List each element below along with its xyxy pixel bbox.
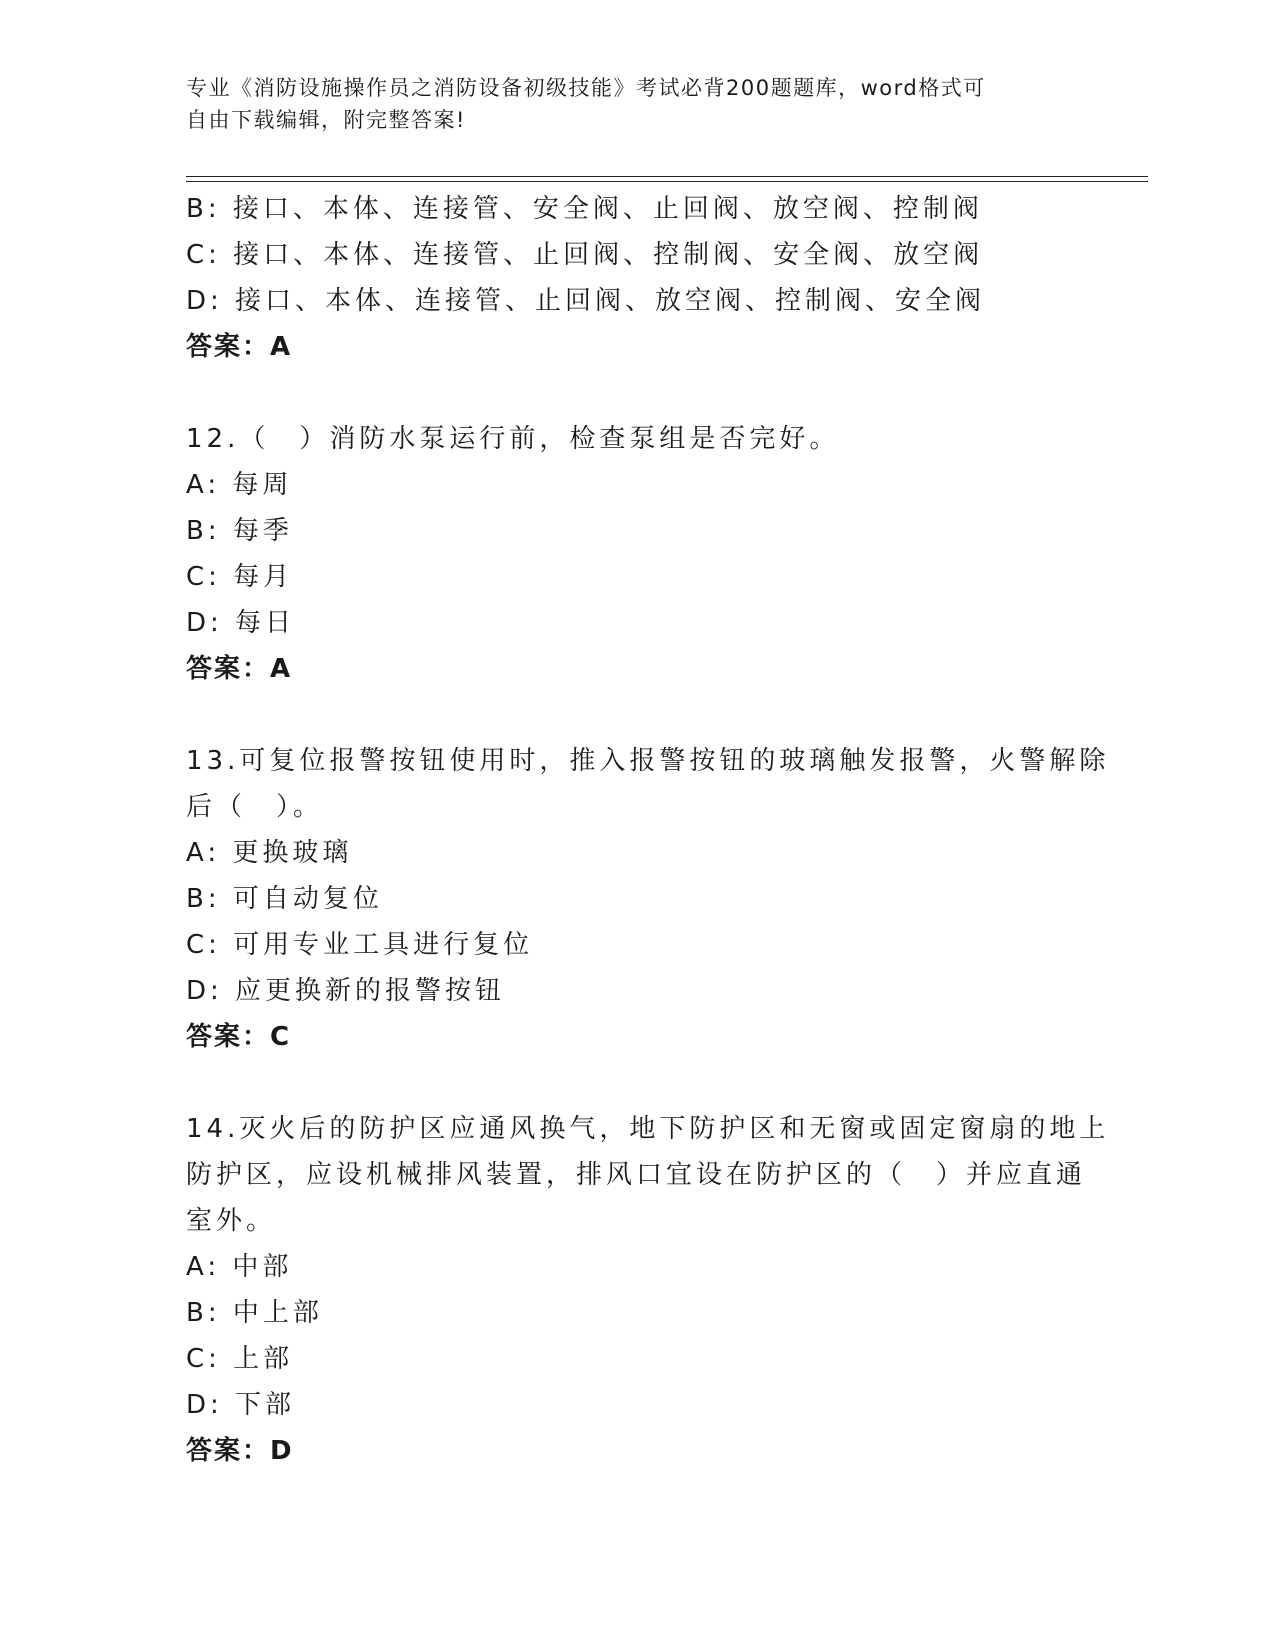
option-d: D: 接口、本体、连接管、止回阀、放空阀、控制阀、安全阀 [186, 286, 986, 316]
answer: 答案：A [186, 654, 293, 684]
option-c: C: 上部 [186, 1344, 294, 1374]
question-text-line-2: 后（ ）。 [186, 792, 324, 822]
question-11 [186, 186, 1086, 370]
option-c: C: 接口、本体、连接管、止回阀、控制阀、安全阀、放空阀 [186, 240, 984, 270]
question-list [186, 186, 1110, 1474]
question-text-line-2: 防护区，应设机械排风装置，排风口宜设在防护区的（ ）并应直通 [186, 1160, 1087, 1190]
header-title-line-1: 专业《消防设施操作员之消防设备初级技能》考试必背200题题库，word格式可 [186, 76, 986, 100]
spacer [186, 1060, 1086, 1106]
answer: 答案：C [186, 1022, 292, 1052]
question-14 [186, 1106, 1110, 1474]
question-text: 12.（ ）消防水泵运行前，检查泵组是否完好。 [186, 424, 840, 454]
answer: 答案：A [186, 332, 293, 362]
header-title-line-2: 自由下载编辑，附完整答案! [186, 108, 466, 132]
option-a: A: 每周 [186, 470, 293, 500]
header-rule-bottom [186, 181, 1148, 182]
spacer [186, 692, 1086, 738]
option-b: B: 每季 [186, 516, 293, 546]
question-12 [186, 416, 1086, 692]
option-a: A: 中部 [186, 1252, 293, 1282]
option-b: B: 中上部 [186, 1298, 323, 1328]
answer: 答案：D [186, 1436, 294, 1466]
option-b: B: 可自动复位 [186, 884, 383, 914]
question-13 [186, 738, 1110, 1060]
question-text-line-1: 13.可复位报警按钮使用时，推入报警按钮的玻璃触发报警，火警解除 [186, 746, 1110, 776]
option-b: B: 接口、本体、连接管、安全阀、止回阀、放空阀、控制阀 [186, 194, 983, 224]
spacer [186, 370, 1086, 416]
option-d: D: 每日 [186, 608, 296, 638]
question-text-line-1: 14.灭火后的防护区应通风换气，地下防护区和无窗或固定窗扇的地上 [186, 1114, 1110, 1144]
option-d: D: 下部 [186, 1390, 296, 1420]
option-c: C: 每月 [186, 562, 294, 592]
document-header [186, 72, 1066, 136]
option-d: D: 应更换新的报警按钮 [186, 976, 506, 1006]
header-rule-top [186, 176, 1148, 177]
question-text-line-3: 室外。 [186, 1206, 277, 1236]
option-a: A: 更换玻璃 [186, 838, 353, 868]
option-c: C: 可用专业工具进行复位 [186, 930, 534, 960]
